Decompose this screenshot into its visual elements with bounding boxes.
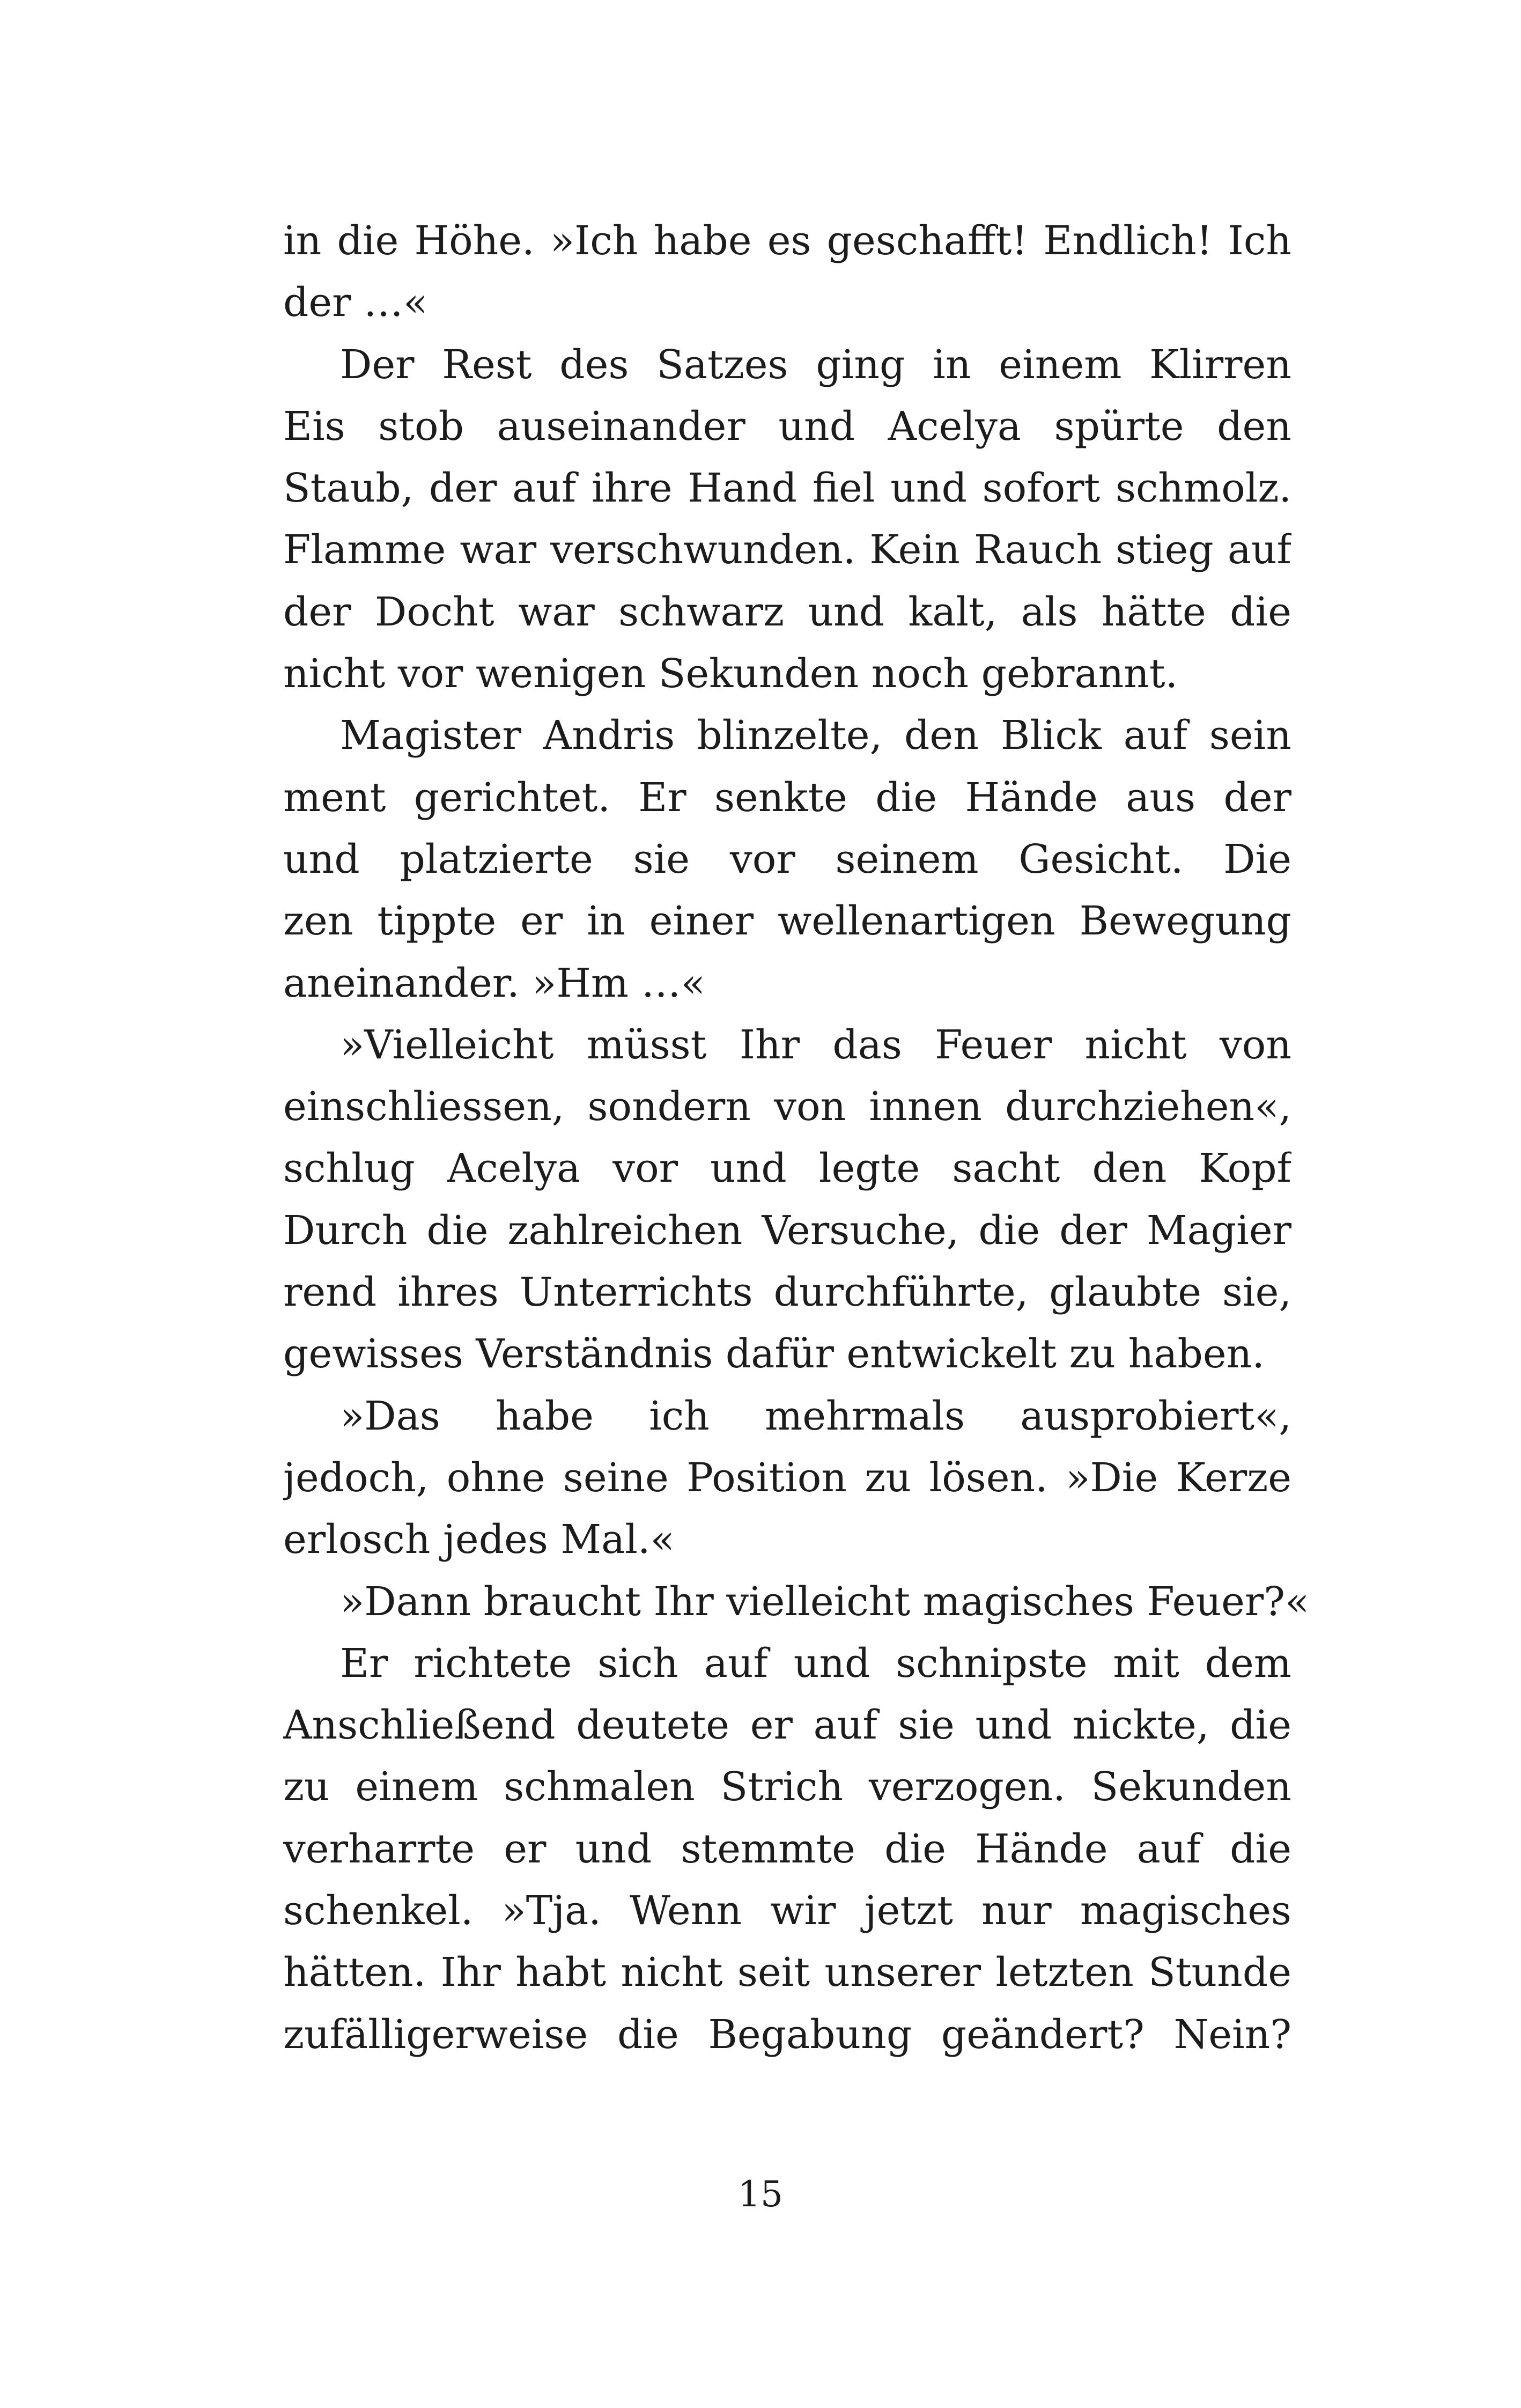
text-line: Flamme war verschwunden. Kein Rauch stieg auf (283, 527, 1291, 573)
body-text (283, 210, 1310, 2066)
text-line: schlug Acelya vor und legte sacht den Kopf (283, 1145, 1291, 1192)
text-line: zufälligerweise die Begabung geändert? Nein? (283, 2011, 1291, 2058)
text-line: der …« (283, 279, 428, 326)
text-line: ment gerichtet. Er senkte die Hände aus der (283, 774, 1291, 821)
text-line: Eis stob auseinander und Acelya spürte den (283, 403, 1291, 450)
text-line: gewisses Verständnis dafür entwickelt zu haben. (283, 1331, 1265, 1378)
text-line: zu einem schmalen Strich verzogen. Sekunden (283, 1764, 1291, 1810)
text-line: Durch die zahlreichen Versuche, die der Magier (283, 1207, 1291, 1254)
text-line: hätten. Ihr habt nicht seit unserer letzten Stunde (283, 1949, 1291, 1996)
text-line: Staub, der auf ihre Hand fiel und sofort schmolz. (283, 465, 1291, 512)
text-line: aneinander. »Hm …« (283, 960, 705, 1006)
text-line: Magister Andris blinzelte, den Blick auf sein (340, 712, 1291, 759)
text-line: in die Höhe. »Ich habe es geschafft! Endlich! Ich (283, 218, 1291, 264)
text-line: »Das habe ich mehrmals ausprobiert«, (340, 1393, 1291, 1439)
text-line: »Vielleicht müsst Ihr das Feuer nicht von (340, 1021, 1291, 1068)
text-line: Der Rest des Satzes ging in einem Klirren (340, 341, 1291, 388)
text-line: zen tippte er in einer wellenartigen Bewegung (283, 898, 1291, 945)
text-line: Er richtete sich auf und schnipste mit dem (340, 1640, 1291, 1687)
text-line: schenkel. »Tja. Wenn wir jetzt nur magisches (283, 1888, 1291, 1934)
page-number: 15 (738, 2174, 783, 2215)
text-line: nicht vor wenigen Sekunden noch gebrannt. (283, 651, 1178, 697)
text-line: jedoch, ohne seine Position zu lösen. »Die Kerze (283, 1454, 1291, 1501)
text-line: verharrte er und stemmte die Hände auf die (283, 1825, 1291, 1872)
text-line: Anschließend deutete er auf sie und nickte, die (283, 1702, 1291, 1749)
text-line: erlosch jedes Mal.« (283, 1516, 675, 1563)
text-line: »Dann braucht Ihr vielleicht magisches Feuer?« (340, 1578, 1310, 1625)
text-line: der Docht war schwarz und kalt, als hätte die (283, 588, 1291, 635)
text-line: und platzierte sie vor seinem Gesicht. Die (283, 836, 1291, 882)
text-line: einschliessen, sondern von innen durchziehen«, (283, 1084, 1291, 1130)
text-line: rend ihres Unterrichts durchführte, glaubte sie, (283, 1269, 1291, 1316)
